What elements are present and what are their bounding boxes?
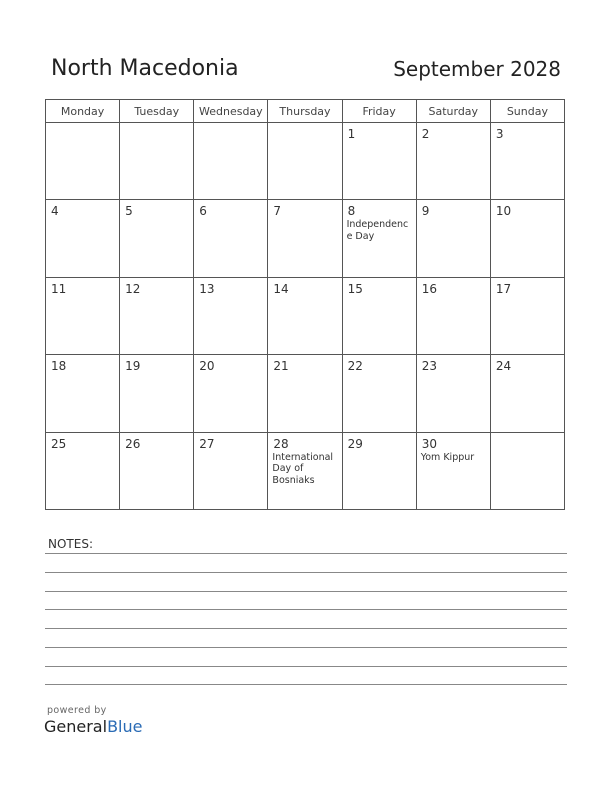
day-number: 29 [347, 436, 363, 451]
day-number: 6 [199, 204, 207, 219]
weekday-header-row [46, 100, 565, 123]
day-number: 24 [495, 359, 512, 374]
day-cell [416, 355, 490, 432]
holiday-event: International Day of Bosniaks [272, 451, 334, 486]
day-number: 1 [347, 127, 356, 141]
week-row [46, 277, 565, 354]
day-cell [416, 432, 490, 509]
day-cell [194, 200, 268, 277]
day-cell [46, 432, 120, 509]
day-number: 12 [125, 281, 141, 296]
day-cell [342, 355, 416, 432]
day-number: 30 [421, 436, 437, 451]
day-number: 11 [51, 281, 67, 296]
day-cell [490, 200, 564, 277]
day-number: 21 [273, 359, 289, 374]
day-number: 26 [125, 436, 141, 451]
day-cell [120, 355, 194, 432]
day-number: 13 [199, 281, 215, 296]
note-line [45, 591, 567, 592]
day-number: 16 [421, 281, 437, 296]
note-line [45, 572, 567, 573]
day-number: 10 [495, 204, 512, 219]
day-number: 23 [421, 359, 437, 374]
day-number: 27 [199, 436, 215, 451]
day-number: 14 [273, 281, 289, 296]
day-cell [342, 200, 416, 277]
day-cell [416, 123, 490, 200]
holiday-event: Independence Day [346, 219, 409, 242]
day-cell [268, 123, 342, 200]
day-cell [194, 123, 268, 200]
weekday-header: Friday [342, 100, 416, 123]
holiday-event: Yom Kippur [420, 451, 475, 463]
month-year-title: September 2028 [393, 57, 561, 81]
day-cell [268, 200, 342, 277]
day-cell [268, 432, 342, 509]
day-cell [46, 355, 120, 432]
note-line [45, 609, 567, 610]
day-cell [416, 200, 490, 277]
day-cell [194, 277, 268, 354]
day-number: 20 [199, 359, 215, 374]
weekday-header: Sunday [490, 100, 564, 123]
day-cell [194, 355, 268, 432]
day-cell [120, 432, 194, 509]
weekday-header: Wednesday [194, 100, 268, 123]
day-cell [120, 200, 194, 277]
day-cell [416, 277, 490, 354]
day-number: 3 [495, 127, 504, 141]
day-cell [46, 277, 120, 354]
day-number: 9 [421, 204, 430, 219]
note-line [45, 628, 567, 629]
brand-blue: Blue [107, 717, 143, 736]
weekday-header: Thursday [268, 100, 342, 123]
weekday-header: Tuesday [120, 100, 194, 123]
day-number: 28 [273, 436, 289, 451]
day-cell [490, 277, 564, 354]
week-row [46, 200, 565, 277]
day-number: 18 [51, 359, 67, 374]
day-cell [268, 355, 342, 432]
day-number: 4 [51, 204, 59, 219]
day-cell [120, 123, 194, 200]
note-line [45, 666, 567, 667]
day-cell [194, 432, 268, 509]
powered-by-label: powered by [47, 705, 107, 716]
week-row [46, 432, 565, 509]
day-number: 25 [51, 436, 67, 451]
day-cell [490, 432, 564, 509]
note-line [45, 684, 567, 685]
week-row [46, 123, 565, 200]
weekday-header: Saturday [416, 100, 490, 123]
day-cell [342, 432, 416, 509]
day-cell [268, 277, 342, 354]
day-cell [490, 123, 564, 200]
generalblue-logo [44, 717, 142, 736]
day-number: 7 [273, 204, 282, 219]
day-number: 17 [495, 281, 512, 296]
day-cell [120, 277, 194, 354]
brand-general: General [44, 717, 108, 736]
calendar-grid [45, 99, 565, 510]
note-line [45, 647, 567, 648]
day-number: 2 [421, 127, 430, 141]
note-line [45, 553, 567, 554]
country-title: North Macedonia [51, 56, 239, 81]
day-number: 19 [125, 359, 141, 374]
day-cell [46, 200, 120, 277]
day-cell [46, 123, 120, 200]
day-number: 8 [347, 204, 356, 219]
week-row [46, 355, 565, 432]
day-number: 22 [347, 359, 363, 374]
notes-label: NOTES: [48, 537, 93, 551]
day-number: 15 [347, 281, 363, 296]
day-number: 5 [125, 204, 133, 219]
day-cell [490, 355, 564, 432]
weekday-header: Monday [46, 100, 120, 123]
day-cell [342, 277, 416, 354]
day-cell [342, 123, 416, 200]
